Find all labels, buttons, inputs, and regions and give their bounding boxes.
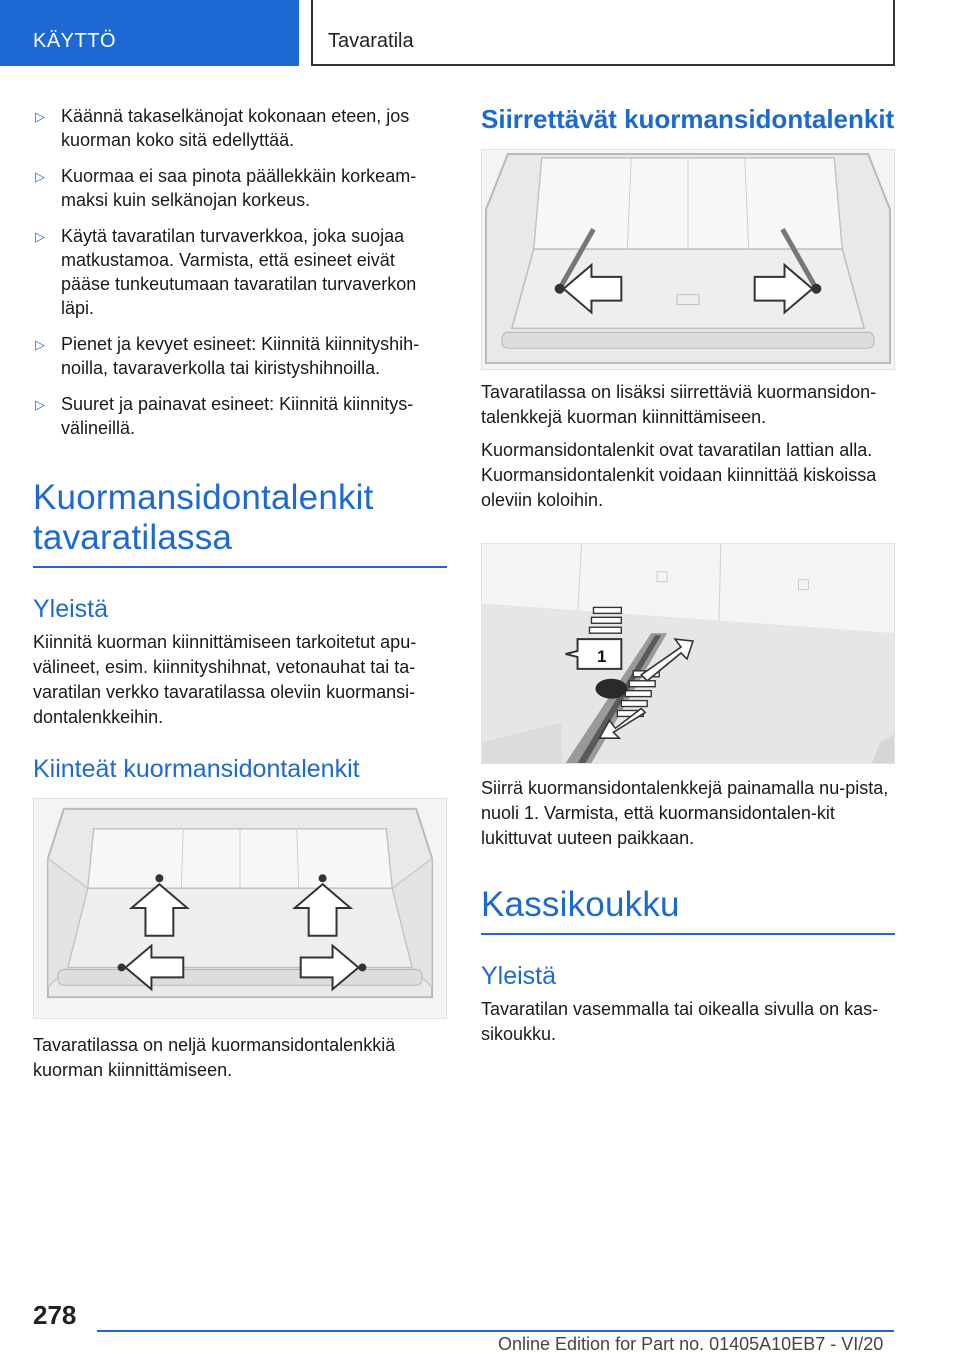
bullet-item: ▷ Suuret ja painavat esineet: Kiinnitä kiinnitys‐välineillä. (35, 394, 414, 438)
section-label: KÄYTTÖ (33, 30, 117, 52)
chapter-title-box (311, 0, 895, 66)
movable-rings-paragraph-2: Kuormansidontalenkit ovat tavaratilan lattian alla. Kuormansidontalenkit voidaan kiinnittää kiskoissa oleviin koloihin. (481, 440, 877, 510)
trunk-fixed-rings-illustration (33, 798, 447, 1019)
triangle-bullet-icon: ▷ (35, 169, 45, 184)
bullet-list (33, 104, 447, 440)
triangle-bullet-icon: ▷ (35, 229, 45, 244)
chapter-title: Tavaratila (328, 30, 414, 52)
bullet-item: ▷ Pienet ja kevyet esineet: Kiinnitä kiinnityshih‐noilla, tavaraverkolla tai kiristyshihnoilla. (35, 334, 420, 378)
subheading-fixed-rings: Kiinteät kuormansidontalenkit (33, 755, 360, 783)
page-number: 278 (33, 1300, 77, 1330)
triangle-bullet-icon: ▷ (35, 397, 45, 412)
fixed-rings-caption: Tavaratilassa on neljä kuormansidontalenkkiä kuorman kiinnittämiseen. (33, 1035, 396, 1080)
footer-divider (97, 1330, 894, 1332)
subheading-movable-rings: Siirrettävät kuormansidontalenkit (481, 104, 895, 134)
bullet-item: ▷ Kuormaa ei saa pinota päällekkäin korkeam‐maksi kuin selkänojan korkeus. (35, 166, 417, 210)
rail-ring-illustration (481, 543, 895, 764)
edition-note: Online Edition for Part no. 01405A10EB7 - VI/20 (498, 1334, 884, 1354)
right-column (481, 104, 895, 1047)
subheading-bag-hook-general: Yleistä (481, 962, 557, 990)
section-tab (0, 0, 299, 66)
section-heading: Kuormansidontalenkit tavaratilassa (33, 478, 447, 568)
section-heading-bag-hook: Kassikoukku (481, 885, 895, 935)
bullet-item: ▷ Käännä takaselkänojat kokonaan eteen, jos kuorman koko sitä edellyttää. (35, 106, 410, 150)
left-column (33, 104, 447, 1083)
movable-rings-paragraph-3: Siirrä kuormansidontalenkkejä painamalla nu‐pista, nuoli 1. Varmista, että kuormansidontalen‐kit lukittuvat uuteen paikkaan. (481, 778, 889, 848)
movable-rings-paragraph-1: Tavaratilassa on lisäksi siirrettäviä kuormansidon‐talenkkejä kuorman kiinnittämiseen. (481, 382, 877, 427)
general-paragraph: Kiinnitä kuorman kiinnittämiseen tarkoitetut apu‐välineet, esim. kiinnityshihnat, vetonauhat tai ta‐varatilan verkko tavaratilassa oleviin kuormansi‐dontalenkkeihin. (33, 632, 417, 727)
triangle-bullet-icon: ▷ (35, 337, 45, 352)
bullet-item: ▷ Käytä tavaratilan turvaverkkoa, joka suojaa matkustamoa. Varmista, että esineet eivät pääse tunkeutumaan tavaratilan turvaverkon läpi. (35, 226, 417, 318)
trunk-movable-rings-illustration (481, 149, 895, 370)
bag-hook-paragraph: Tavaratilan vasemmalla tai oikealla sivulla on kas‐sikoukku. (481, 999, 879, 1044)
callout-number-1: 1 (597, 647, 607, 666)
subheading-general: Yleistä (33, 595, 109, 623)
triangle-bullet-icon: ▷ (35, 109, 45, 124)
